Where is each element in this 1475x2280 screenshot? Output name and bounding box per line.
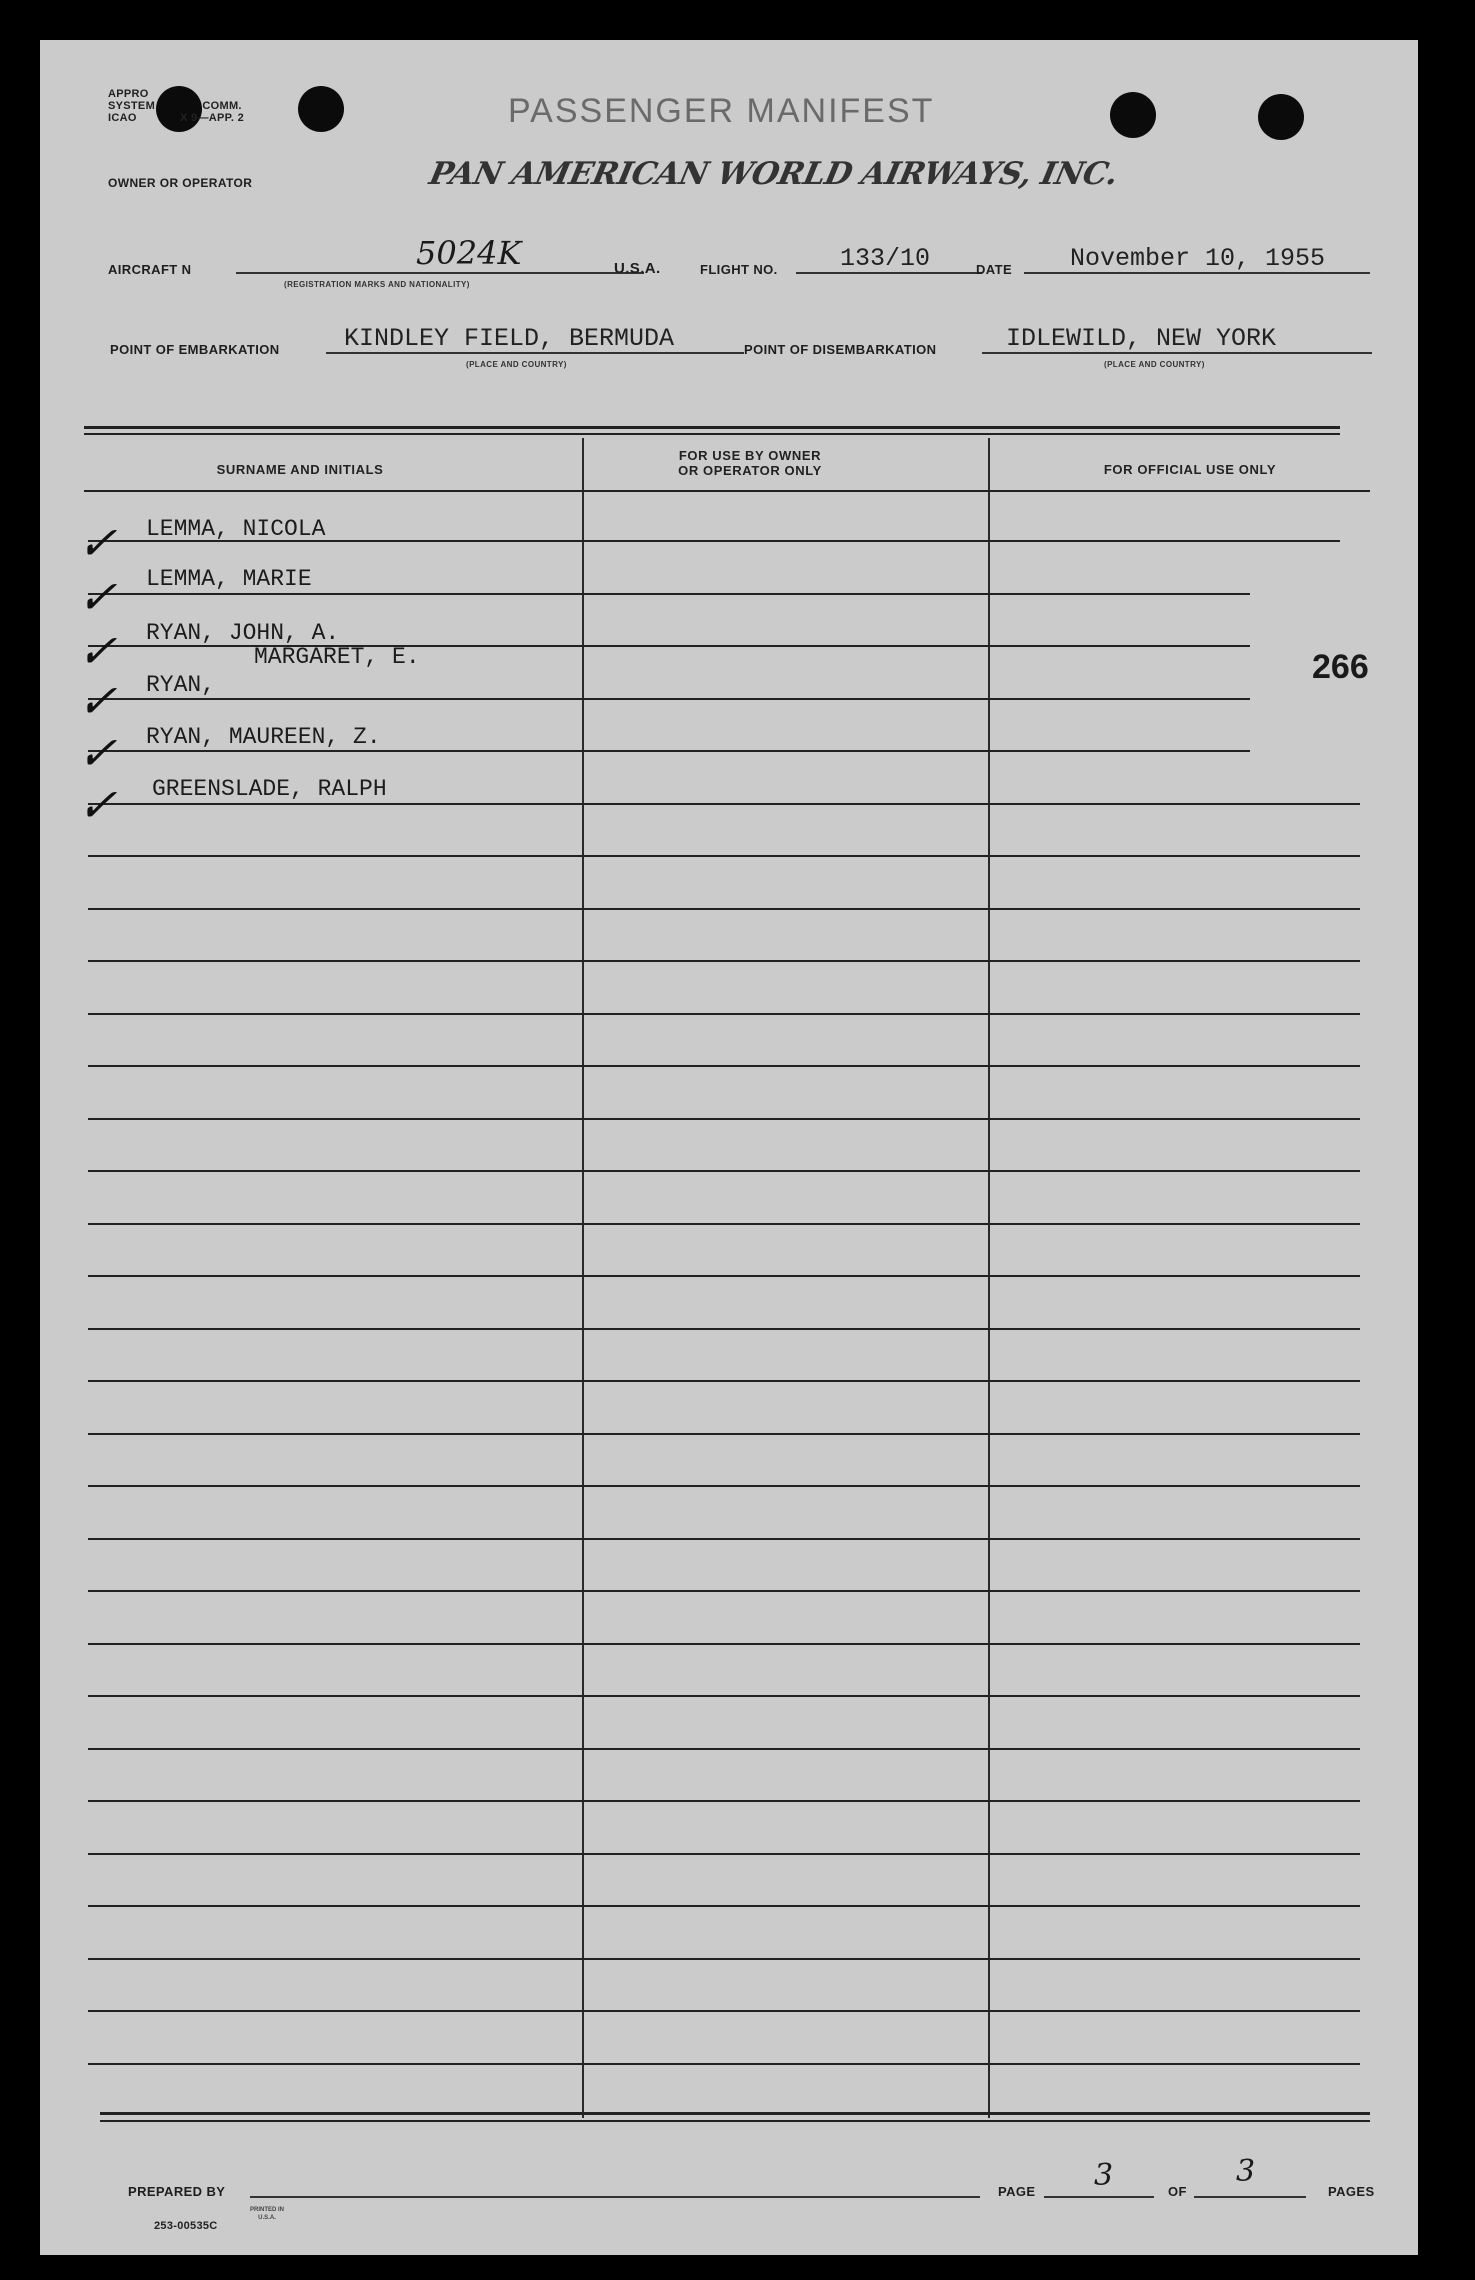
form-number: 253-00535C — [154, 2220, 218, 2232]
row-rule — [88, 593, 1250, 595]
row-rule — [88, 1695, 1360, 1697]
of-value: 3 — [1236, 2154, 1256, 2189]
passenger-name: LEMMA, MARIE — [146, 566, 312, 592]
row-rule — [88, 1538, 1360, 1540]
row-rule — [88, 908, 1360, 910]
flight-no-value: 133/10 — [840, 244, 931, 273]
approval-line: ICAO — [108, 112, 137, 124]
embarkation-value: KINDLEY FIELD, BERMUDA — [344, 324, 675, 353]
check-mark: ✓ — [73, 674, 130, 728]
row-rule — [88, 1853, 1360, 1855]
official-number: 266 — [1312, 648, 1369, 686]
printed-stamp: PRINTED IN U.S.A. — [250, 2207, 285, 2221]
check-mark: ✓ — [73, 570, 130, 624]
manifest-page — [40, 40, 1418, 2255]
check-mark: ✓ — [73, 778, 130, 832]
row-rule — [88, 1275, 1360, 1277]
check-mark: ✓ — [73, 726, 130, 780]
disembarkation-caption: (PLACE AND COUNTRY) — [1104, 360, 1205, 369]
column-header-owner — [600, 448, 900, 478]
passenger-name: RYAN, JOHN, A. — [146, 620, 340, 646]
disembarkation-value: IDLEWILD, NEW YORK — [1006, 324, 1277, 353]
punch-hole — [1258, 94, 1304, 140]
row-rule — [88, 1433, 1360, 1435]
page-value: 3 — [1094, 2158, 1114, 2193]
date-value: November 10, 1955 — [1070, 244, 1326, 273]
row-rule — [88, 698, 1250, 700]
row-rule — [88, 2010, 1360, 2012]
date-label: DATE — [976, 262, 1013, 277]
row-rule — [88, 1748, 1360, 1750]
disembarkation-label: POINT OF DISEMBARKATION — [744, 342, 937, 357]
flight-no-label: FLIGHT NO. — [700, 262, 778, 277]
header-rule — [84, 490, 1370, 492]
row-rule — [88, 1118, 1360, 1120]
passenger-name: RYAN, MAUREEN, Z. — [146, 724, 381, 750]
page-label: PAGE — [998, 2184, 1036, 2199]
of-label: OF — [1168, 2184, 1187, 2199]
pages-label: PAGES — [1328, 2184, 1375, 2199]
usa-label: U.S.A. — [614, 260, 661, 277]
row-rule — [88, 1958, 1360, 1960]
punch-hole — [1110, 92, 1156, 138]
row-rule — [88, 1380, 1360, 1382]
row-rule — [88, 1590, 1360, 1592]
registration-caption: (REGISTRATION MARKS AND NATIONALITY) — [284, 280, 470, 289]
row-rule — [88, 750, 1250, 752]
row-rule — [88, 803, 1360, 805]
column-divider — [582, 438, 584, 2118]
row-rule — [88, 1328, 1360, 1330]
passenger-name: GREENSLADE, RALPH — [152, 776, 387, 802]
row-rule — [88, 1013, 1360, 1015]
row-rule — [88, 960, 1360, 962]
passenger-name: LEMMA, NICOLA — [146, 516, 326, 542]
row-rule — [88, 855, 1360, 857]
prepared-by-label: PREPARED BY — [128, 2184, 226, 2199]
form-title: PASSENGER MANIFEST — [508, 92, 935, 130]
row-rule — [88, 1905, 1360, 1907]
punch-hole — [298, 86, 344, 132]
column-header-surname: SURNAME AND INITIALS — [216, 462, 384, 477]
row-rule — [88, 1065, 1360, 1067]
passenger-name: RYAN, — [146, 672, 216, 698]
approval-note — [108, 88, 244, 124]
row-rule — [88, 1643, 1360, 1645]
airline-name: PAN AMERICAN WORLD AIRWAYS, INC. — [426, 156, 1121, 192]
column-header-owner-line: OR OPERATOR ONLY — [678, 463, 822, 478]
aircraft-label: AIRCRAFT N — [108, 262, 192, 277]
embarkation-label: POINT OF EMBARKATION — [110, 342, 280, 357]
embarkation-caption: (PLACE AND COUNTRY) — [466, 360, 567, 369]
row-rule — [88, 1223, 1360, 1225]
approval-line: COMM. — [202, 100, 242, 112]
approval-line: X 9—APP. 2 — [180, 112, 245, 124]
column-header-owner-line: FOR USE BY OWNER — [678, 448, 822, 463]
check-mark: ✓ — [73, 516, 130, 570]
column-header-official: FOR OFFICIAL USE ONLY — [1103, 462, 1277, 477]
row-rule — [88, 1485, 1360, 1487]
row-rule — [88, 1800, 1360, 1802]
row-rule — [88, 1170, 1360, 1172]
approval-line: APPRO — [108, 88, 149, 100]
owner-label: OWNER OR OPERATOR — [108, 176, 253, 190]
approval-line: SYSTEM — [108, 100, 156, 112]
check-mark: ✓ — [73, 624, 130, 678]
row-rule — [88, 2063, 1360, 2065]
passenger-name-extra: MARGARET, E. — [254, 644, 420, 670]
aircraft-value: 5024K — [416, 234, 522, 272]
column-divider — [988, 438, 990, 2118]
